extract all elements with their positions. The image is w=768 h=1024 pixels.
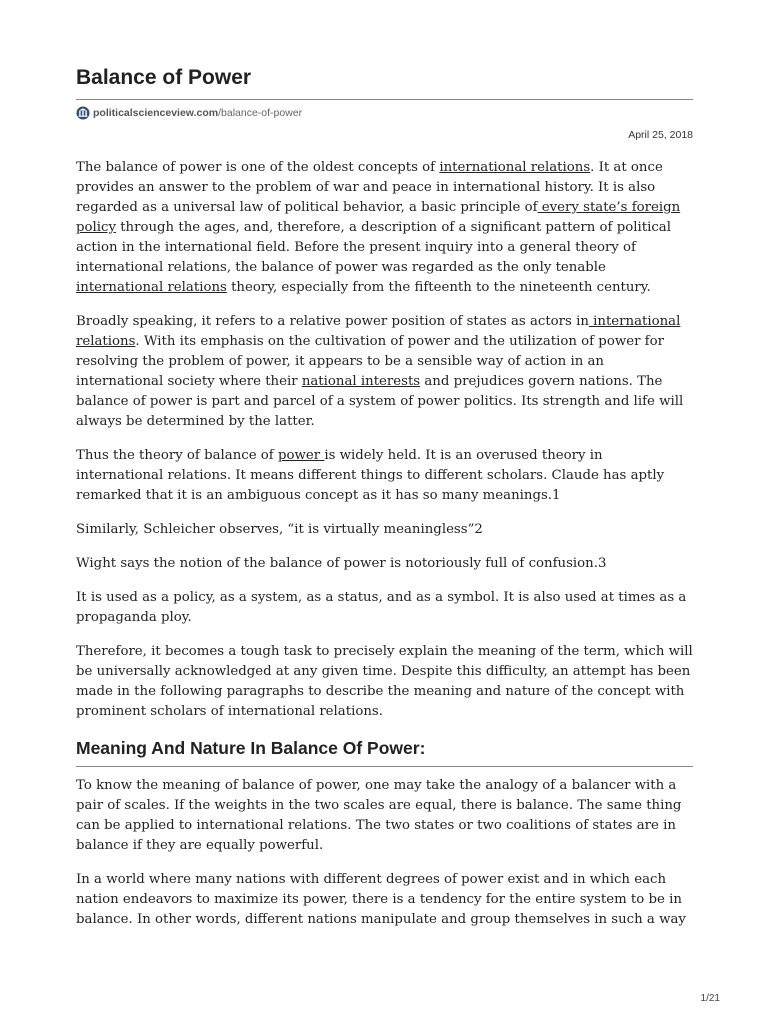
section-heading: Meaning And Nature In Balance Of Power: xyxy=(76,738,426,758)
paragraph: Therefore, it becomes a tough task to precisely explain the meaning of the term, which will be universally acknowledged at any given time. Despite this difficulty, an attempt has been made in the following paragraphs to describe the meaning and nature of the concept with prominent scholars of international relations. xyxy=(76,644,693,719)
paragraph xyxy=(76,158,693,298)
page-number: 1/21 xyxy=(700,993,720,1004)
link-international-relations[interactable]: international relations xyxy=(76,280,227,295)
link-power[interactable]: power xyxy=(277,448,325,463)
paragraph-text: is widely held. It is an overused theory in international relations. It means different things to different scholars. Claude has aptly remarked that it is an ambiguous concept as it has so many meanings.1 xyxy=(76,448,665,503)
publish-date: April 25, 2018 xyxy=(628,129,693,141)
title-divider xyxy=(76,99,693,100)
site-favicon-icon xyxy=(76,106,90,120)
paragraph: Similarly, Schleicher observes, “it is virtually meaningless”2 xyxy=(76,522,483,537)
paragraph: In a world where many nations with different degrees of power exist and in which each nation endeavors to maximize its power, there is a tendency for the entire system to be in balance. In other words, different nations manipulate and group themselves in such a way xyxy=(76,872,686,927)
paragraph: Wight says the notion of the balance of power is notoriously full of confusion.3 xyxy=(76,556,607,571)
paragraph-text: Broadly speaking, it refers to a relative power position of states as actors in xyxy=(76,314,589,329)
paragraph-text: Thus the theory of balance of xyxy=(76,448,278,463)
paragraph-text: . It at once provides an answer to the problem of war and peace in international history. It is also regarded as a universal law of political behavior, a basic principle of xyxy=(76,160,663,215)
link-national-interests[interactable]: national interests xyxy=(301,374,421,389)
paragraph-text: . With its emphasis on the cultivation of power and the utilization of power for resolving the problem of power, it appears to be a sensible way of action in an international society where their xyxy=(76,334,664,389)
article-body xyxy=(76,158,693,944)
paragraph-text: and prejudices govern nations. The balance of power is part and parcel of a system of power politics. Its strength and life will always be determined by the latter. xyxy=(76,374,684,429)
article-title: Balance of Power xyxy=(76,66,252,89)
paragraph xyxy=(76,446,693,506)
paragraph-text: through the ages, and, therefore, a description of a significant pattern of political action in the international field. Before the present inquiry into a general theory of international relations, the balance of power was regarded as the only tenable xyxy=(76,220,671,275)
paragraph: It is used as a policy, as a system, as a status, and as a symbol. It is also used at times as a propaganda ploy. xyxy=(76,590,687,625)
source-path: /balance-of-power xyxy=(218,107,303,119)
paragraph-text: The balance of power is one of the oldest concepts of xyxy=(76,160,440,175)
source-domain: politicalscienceview.com xyxy=(93,107,219,119)
link-international-relations[interactable]: international relations xyxy=(76,314,681,349)
section-divider xyxy=(76,766,693,767)
link-foreign-policy[interactable]: every state’s foreign policy xyxy=(76,200,681,235)
source-url[interactable] xyxy=(76,106,302,120)
paragraph xyxy=(76,312,693,432)
paragraph-text: theory, especially from the fifteenth to the nineteenth century. xyxy=(226,280,651,295)
paragraph: To know the meaning of balance of power, one may take the analogy of a balancer with a pair of scales. If the weights in the two scales are equal, there is balance. The same thing can be applied to international relations. The two states or two coalitions of states are in balance if they are equally powerful. xyxy=(76,778,682,853)
link-international-relations[interactable]: international relations xyxy=(439,160,591,175)
